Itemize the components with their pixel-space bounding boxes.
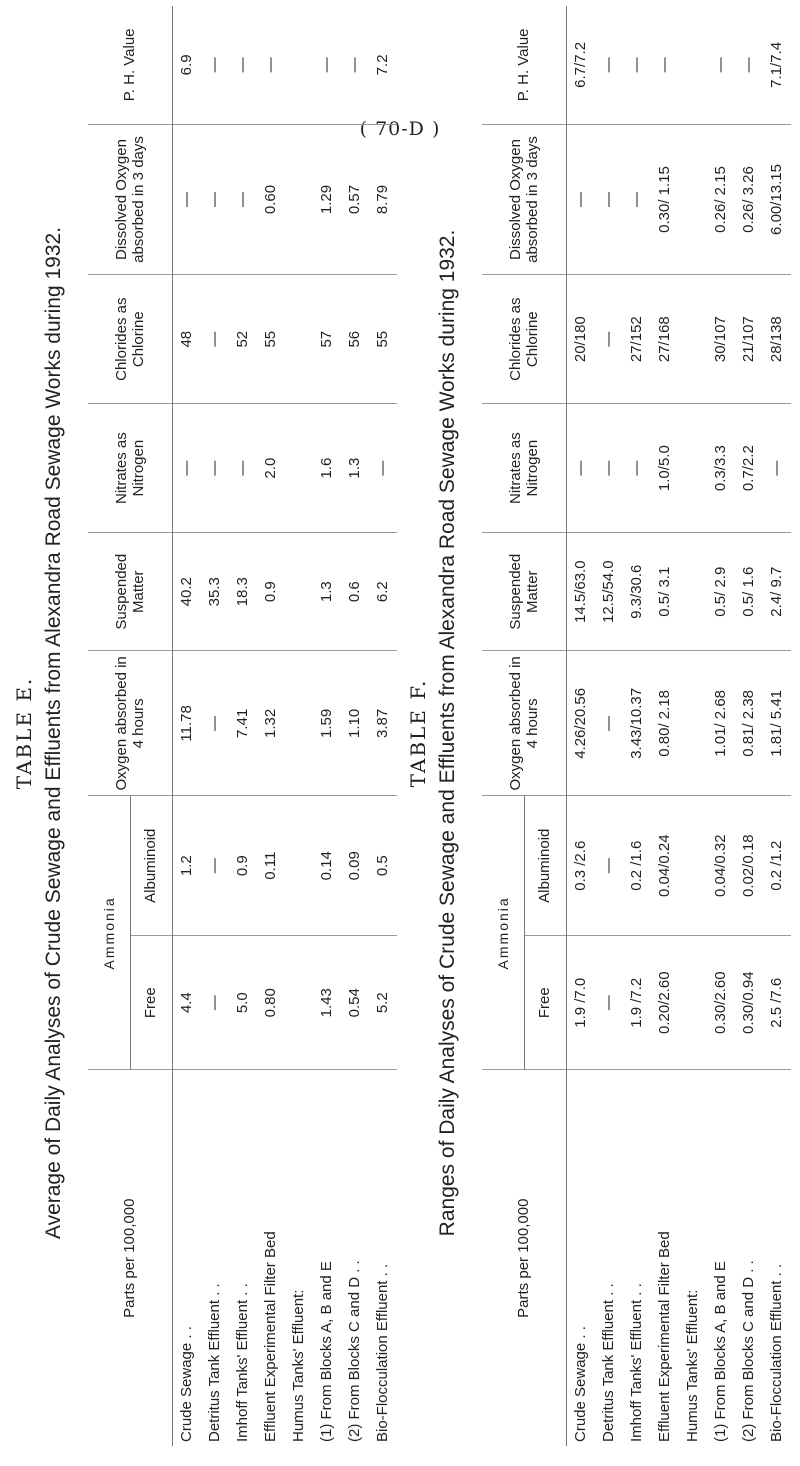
cell-oxygen	[679, 651, 707, 796]
cell-chlorides: 48	[172, 275, 201, 404]
table-e-title: Average of Daily Analyses of Crude Sewage and Effluents from Alexandra Road Sewage Works during 1932.	[42, 226, 65, 1240]
header-albuminoid: Albuminoid	[524, 796, 566, 936]
cell-nitrates	[679, 404, 707, 533]
cell-dissolved: —	[172, 124, 201, 274]
table-row	[651, 6, 679, 1446]
cell-dissolved: 0.26/ 2.15	[707, 124, 735, 274]
table-row	[257, 6, 285, 1446]
cell-nitrates: —	[369, 404, 397, 533]
cell-suspended: 0.6	[341, 533, 369, 651]
cell-free: —	[595, 936, 623, 1070]
cell-ph: 6.7/7.2	[572, 41, 589, 88]
header-dissolved-oxygen: Dissolved Oxygen absorbed in 3 days	[88, 124, 172, 274]
cell-suspended: 6.2	[369, 533, 397, 651]
cell-suspended: 35.3	[201, 533, 229, 651]
row-label: Humus Tanks' Effluent:	[290, 1289, 307, 1442]
row-leader: . .	[768, 1263, 785, 1281]
cell-ph: 7.2	[374, 54, 391, 76]
cell-suspended	[285, 533, 313, 651]
cell-albuminoid	[679, 796, 707, 936]
cell-ph: —	[712, 57, 729, 73]
header-free: Free	[130, 936, 172, 1070]
cell-free: —	[201, 936, 229, 1070]
table-f-title: Ranges of Daily Analyses of Crude Sewage and Effluents from Alexandra Road Sewage Works during 1932.	[436, 229, 459, 1237]
cell-suspended: 0.5/ 2.9	[707, 533, 735, 651]
cell-nitrates	[285, 404, 313, 533]
cell-albuminoid: —	[201, 796, 229, 936]
table-row	[566, 6, 595, 1446]
row-leader: . .	[628, 1283, 645, 1300]
header-oxygen-absorbed-4h: Oxygen absorbed in 4 hours	[482, 651, 566, 796]
cell-chlorides: 57	[313, 275, 341, 404]
cell-oxygen: 3.87	[369, 651, 397, 796]
cell-ph: 6.9	[178, 54, 195, 76]
cell-ph	[679, 6, 707, 124]
cell-chlorides: 28/138	[763, 275, 791, 404]
cell-albuminoid: 0.5	[369, 796, 397, 936]
cell-nitrates: —	[763, 404, 791, 533]
cell-albuminoid: 0.9	[229, 796, 257, 936]
row-label: Humus Tanks' Effluent:	[684, 1289, 701, 1442]
cell-oxygen: 0.80/ 2.18	[651, 651, 679, 796]
cell-suspended: 0.5/ 1.6	[735, 533, 763, 651]
cell-oxygen: 1.59	[313, 651, 341, 796]
cell-oxygen: 1.32	[257, 651, 285, 796]
cell-oxygen: 1.81/ 5.41	[763, 651, 791, 796]
row-leader: . .	[206, 1283, 223, 1300]
table-row	[172, 6, 201, 1446]
row-leader: . .	[234, 1283, 251, 1300]
cell-ph: —	[318, 57, 335, 73]
table-row	[595, 6, 623, 1446]
header-suspended-matter: Suspended Matter	[88, 533, 172, 651]
cell-nitrates: —	[623, 404, 651, 533]
table-row	[285, 6, 313, 1446]
cell-oxygen: 3.43/10.37	[623, 651, 651, 796]
cell-dissolved: 0.30/ 1.15	[651, 124, 679, 274]
cell-dissolved: —	[201, 124, 229, 274]
cell-suspended: 9.3/30.6	[623, 533, 651, 651]
cell-nitrates: —	[595, 404, 623, 533]
cell-dissolved	[285, 124, 313, 274]
cell-chlorides	[679, 275, 707, 404]
header-albuminoid: Albuminoid	[130, 796, 172, 936]
cell-oxygen: 1.10	[341, 651, 369, 796]
cell-suspended: 0.9	[257, 533, 285, 651]
cell-nitrates: 0.7/2.2	[735, 404, 763, 533]
row-label: Crude Sewage	[178, 1342, 195, 1442]
cell-nitrates: —	[229, 404, 257, 533]
header-chlorides: Chlorides as Chlorine	[482, 275, 566, 404]
cell-albuminoid: 0.04/0.32	[707, 796, 735, 936]
row-label: Imhoff Tanks' Effluent	[628, 1299, 645, 1442]
cell-albuminoid	[285, 796, 313, 936]
table-row	[201, 6, 229, 1446]
header-oxygen-absorbed-4h: Oxygen absorbed in 4 hours	[88, 651, 172, 796]
cell-albuminoid: 0.09	[341, 796, 369, 936]
cell-suspended: 0.5/ 3.1	[651, 533, 679, 651]
table-f	[482, 6, 791, 1446]
cell-oxygen: 4.26/20.56	[566, 651, 595, 796]
header-parts-per-100000: Parts per 100,000	[88, 1070, 172, 1446]
table-row	[735, 6, 763, 1446]
table-row	[229, 6, 257, 1446]
cell-oxygen	[285, 651, 313, 796]
cell-albuminoid: 0.14	[313, 796, 341, 936]
cell-albuminoid: 1.2	[172, 796, 201, 936]
cell-free: 0.20/2.60	[651, 936, 679, 1070]
cell-ph: —	[234, 57, 251, 73]
cell-dissolved: 1.29	[313, 124, 341, 274]
cell-nitrates: 1.6	[313, 404, 341, 533]
cell-dissolved: —	[566, 124, 595, 274]
header-nitrates: Nitrates as Nitrogen	[88, 404, 172, 533]
cell-nitrates: 1.3	[341, 404, 369, 533]
cell-chlorides: 55	[369, 275, 397, 404]
cell-dissolved: 0.60	[257, 124, 285, 274]
cell-dissolved: —	[229, 124, 257, 274]
header-free: Free	[524, 936, 566, 1070]
cell-albuminoid: —	[595, 796, 623, 936]
cell-free: 0.30/0.94	[735, 936, 763, 1070]
cell-albuminoid: 0.2 /1.2	[763, 796, 791, 936]
cell-chlorides: —	[595, 275, 623, 404]
cell-free: 5.0	[229, 936, 257, 1070]
table-e	[88, 6, 397, 1446]
cell-ph: —	[656, 57, 673, 73]
cell-nitrates: —	[201, 404, 229, 533]
row-label: Bio-Flocculation Effluent	[374, 1280, 391, 1442]
header-chlorides: Chlorides as Chlorine	[88, 275, 172, 404]
table-row	[763, 6, 791, 1446]
cell-free: 5.2	[369, 936, 397, 1070]
cell-dissolved: 6.00/13.15	[763, 124, 791, 274]
table-e-caption: TABLE E.	[12, 676, 36, 790]
cell-free: 1.9 /7.2	[623, 936, 651, 1070]
table-row	[623, 6, 651, 1446]
cell-chlorides: 27/152	[623, 275, 651, 404]
row-leader: . .	[178, 1326, 195, 1343]
table-row	[707, 6, 735, 1446]
cell-ph	[285, 6, 313, 124]
cell-free: 1.9 /7.0	[566, 936, 595, 1070]
cell-chlorides: 21/107	[735, 275, 763, 404]
cell-free	[679, 936, 707, 1070]
header-suspended-matter: Suspended Matter	[482, 533, 566, 651]
cell-chlorides: 52	[229, 275, 257, 404]
cell-ph: —	[262, 57, 279, 73]
header-ph-value: P. H. Value	[482, 6, 566, 124]
header-ammonia: Ammonia	[88, 796, 130, 1070]
row-label: (1) From Blocks A, B and E	[712, 1261, 729, 1442]
cell-chlorides: —	[201, 275, 229, 404]
cell-free: 0.54	[341, 936, 369, 1070]
cell-chlorides: 56	[341, 275, 369, 404]
header-parts-per-100000: Parts per 100,000	[482, 1070, 566, 1446]
cell-nitrates: —	[566, 404, 595, 533]
cell-oxygen: 1.01/ 2.68	[707, 651, 735, 796]
cell-suspended: 40.2	[172, 533, 201, 651]
cell-chlorides: 27/168	[651, 275, 679, 404]
cell-oxygen: 11.78	[172, 651, 201, 796]
cell-ph: —	[346, 57, 363, 73]
row-label: Bio-Flocculation Effluent	[768, 1280, 785, 1442]
cell-nitrates: 0.3/3.3	[707, 404, 735, 533]
table-row	[341, 6, 369, 1446]
row-label: Detritus Tank Effluent	[206, 1299, 223, 1442]
cell-albuminoid: 0.04/0.24	[651, 796, 679, 936]
cell-nitrates: 1.0/5.0	[651, 404, 679, 533]
cell-chlorides	[285, 275, 313, 404]
row-leader: . .	[600, 1283, 617, 1300]
page-header: ( 70-D )	[359, 118, 441, 140]
cell-oxygen: —	[201, 651, 229, 796]
table-f-caption: TABLE F.	[406, 678, 430, 788]
header-ph-value: P. H. Value	[88, 6, 172, 124]
row-label: (2) From Blocks C and D	[346, 1276, 363, 1442]
cell-dissolved: 8.79	[369, 124, 397, 274]
cell-suspended: 14.5/63.0	[566, 533, 595, 651]
cell-suspended	[679, 533, 707, 651]
cell-chlorides: 20/180	[566, 275, 595, 404]
cell-ph: —	[206, 57, 223, 73]
header-ammonia: Ammonia	[482, 796, 524, 1070]
cell-ph: —	[628, 57, 645, 73]
cell-free: 4.4	[172, 936, 201, 1070]
cell-free	[285, 936, 313, 1070]
cell-free: 0.80	[257, 936, 285, 1070]
cell-albuminoid: 0.11	[257, 796, 285, 936]
row-leader: . .	[572, 1326, 589, 1343]
cell-suspended: 18.3	[229, 533, 257, 651]
cell-nitrates: 2.0	[257, 404, 285, 533]
cell-suspended: 1.3	[313, 533, 341, 651]
cell-oxygen: —	[595, 651, 623, 796]
row-label: Crude Sewage	[572, 1342, 589, 1442]
row-label: Imhoff Tanks' Effluent	[234, 1299, 251, 1442]
cell-dissolved: 0.57	[341, 124, 369, 274]
header-nitrates: Nitrates as Nitrogen	[482, 404, 566, 533]
cell-chlorides: 55	[257, 275, 285, 404]
cell-free: 2.5 /7.6	[763, 936, 791, 1070]
row-leader: . .	[740, 1260, 757, 1277]
cell-dissolved: 0.26/ 3.26	[735, 124, 763, 274]
cell-ph: —	[740, 57, 757, 73]
cell-oxygen: 0.81/ 2.38	[735, 651, 763, 796]
cell-ph: —	[600, 57, 617, 73]
row-label: (2) From Blocks C and D	[740, 1276, 757, 1442]
cell-albuminoid: 0.3 /2.6	[566, 796, 595, 936]
cell-chlorides: 30/107	[707, 275, 735, 404]
table-row	[313, 6, 341, 1446]
cell-albuminoid: 0.02/0.18	[735, 796, 763, 936]
cell-dissolved: —	[595, 124, 623, 274]
cell-dissolved: —	[623, 124, 651, 274]
cell-free: 0.30/2.60	[707, 936, 735, 1070]
cell-ph: 7.1/7.4	[768, 41, 785, 88]
row-leader: . .	[374, 1263, 391, 1281]
cell-suspended: 12.5/54.0	[595, 533, 623, 651]
row-leader: . .	[346, 1260, 363, 1277]
cell-nitrates: —	[172, 404, 201, 533]
header-dissolved-oxygen: Dissolved Oxygen absorbed in 3 days	[482, 124, 566, 274]
row-label: Detritus Tank Effluent	[600, 1299, 617, 1442]
cell-albuminoid: 0.2 /1.6	[623, 796, 651, 936]
table-row	[679, 6, 707, 1446]
table-row	[369, 6, 397, 1446]
cell-free: 1.43	[313, 936, 341, 1070]
row-label: Effluent Experimental Filter Bed	[262, 1231, 279, 1442]
cell-oxygen: 7.41	[229, 651, 257, 796]
row-label: (1) From Blocks A, B and E	[318, 1261, 335, 1442]
cell-dissolved	[679, 124, 707, 274]
cell-suspended: 2.4/ 9.7	[763, 533, 791, 651]
row-label: Effluent Experimental Filter Bed	[656, 1231, 673, 1442]
